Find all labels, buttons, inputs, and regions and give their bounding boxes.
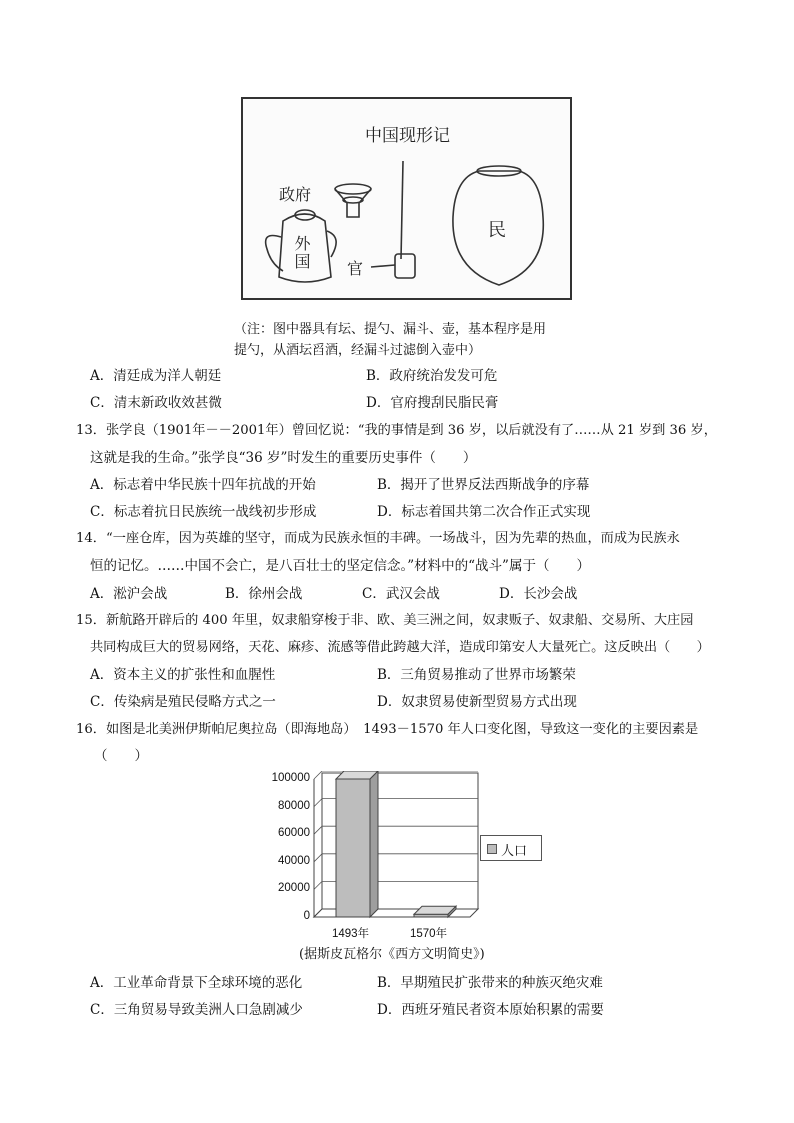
ladle-cup (395, 254, 415, 278)
chart-source: (据斯皮瓦格尔《西方文明简史》) (299, 947, 485, 962)
cartoon-title: 中国现形记 (365, 126, 450, 146)
jar-body (453, 171, 543, 285)
gridline-side-3 (314, 826, 322, 834)
q16-stem-2: （ ） (94, 748, 148, 764)
cartoon-caption-1: （注：图中器具有坛、提勺、漏斗、壶，基本程序是用 (234, 322, 547, 337)
bar-1493年 (336, 779, 370, 917)
q16-option-c[interactable]: C．三角贸易导致美洲人口急剧减少 (90, 1002, 303, 1018)
cartoon-caption-2: 提勺，从酒坛舀酒，经漏斗过滤倒入壶中） (234, 343, 482, 358)
q15-stem-2: 共同构成巨大的贸易网络，天花、麻疹、流感等借此跨越大洋，造成印第安人大量死亡。这反映出（ ） (90, 640, 710, 655)
q14-option-b[interactable]: B．徐州会战 (225, 586, 303, 602)
q15-option-d[interactable]: D．奴隶贸易使新型贸易方式出现 (377, 694, 577, 710)
legend-label: 人口 (501, 843, 528, 858)
label-foreign: 外国 (292, 235, 311, 271)
q14-option-a[interactable]: A．淞沪会战 (90, 586, 168, 602)
q14-stem-2: 恒的记忆。……中国不会亡，是八百壮士的坚定信念。”材料中的“战斗”属于（ ） (90, 558, 590, 574)
ladle-handle (401, 161, 403, 259)
q13-stem-2: 这就是我的生命。”张学良“36 岁”时发生的重要历史事件（ ） (90, 450, 477, 466)
q14-stem-1: 14．“一座仓库，因为英雄的坚守，而成为民族永恒的丰碑。一场战斗，因为先辈的热血，而成为民族永 (76, 531, 680, 546)
q13-stem-1: 13．张学良（1901年－－2001年）曾回忆说：“我的事情是到 36 岁，以后就没有了……从 21 岁到 36 岁， (76, 423, 717, 438)
x-tick-label-1493: 1493年 (332, 928, 370, 940)
q13-option-b[interactable]: B．揭开了世界反法西斯战争的序幕 (377, 477, 590, 493)
y-tick-label: 40000 (278, 854, 310, 867)
cartoon-drawing (243, 99, 570, 298)
y-tick-label: 80000 (278, 799, 310, 812)
y-tick-label: 100000 (271, 772, 310, 784)
cartoon-illustration (241, 97, 572, 300)
q13-option-a[interactable]: A．标志着中华民族十四年抗战的开始 (90, 477, 316, 493)
q13-option-c[interactable]: C．标志着抗日民族统一战线初步形成 (90, 504, 317, 520)
q12-option-b[interactable]: B．政府统治发发可危 (366, 368, 498, 384)
q15-options-row1 (90, 663, 710, 681)
q12-option-d[interactable]: D．官府搜刮民脂民膏 (366, 395, 499, 411)
q12-options-row2 (90, 391, 710, 409)
q16-stem-1: 16．如图是北美洲伊斯帕尼奥拉岛（即海地岛） 1493－1570 年人口变化图，导致这一变化的主要因素是 (76, 722, 699, 737)
y-tick-label: 0 (303, 910, 310, 922)
q15-option-c[interactable]: C．传染病是殖民侵略方式之一 (90, 694, 276, 710)
q12-options-row1 (90, 364, 710, 382)
teapot-body (279, 214, 331, 282)
q14-option-c[interactable]: C．武汉会战 (362, 586, 440, 602)
bar-side-1493年 (370, 771, 378, 917)
gridline-side-5 (314, 771, 322, 779)
q16-options-row2 (90, 998, 710, 1016)
q15-option-a[interactable]: A．资本主义的扩张性和血腥性 (90, 667, 276, 683)
chart-legend (480, 835, 542, 861)
x-tick-label-1570: 1570年 (410, 928, 448, 940)
q15-options-row2 (90, 690, 710, 708)
q15-option-b[interactable]: B．三角贸易推动了世界市场繁荣 (377, 667, 576, 683)
q14-option-d[interactable]: D．长沙会战 (499, 586, 578, 602)
label-government: 政府 (279, 185, 312, 204)
q16-option-b[interactable]: B．早期殖民扩张带来的种族灭绝灾难 (377, 975, 603, 991)
q16-option-d[interactable]: D．西班牙殖民者资本原始积累的需要 (377, 1002, 604, 1018)
q16-option-a[interactable]: A．工业革命背景下全球环境的恶化 (90, 975, 303, 991)
q16-options-row1 (90, 971, 710, 989)
gridline-side-2 (314, 854, 322, 862)
q12-option-c[interactable]: C．清末新政收效甚微 (90, 395, 222, 411)
q13-options-row1 (90, 473, 710, 491)
q13-option-d[interactable]: D．标志着国共第二次合作正式实现 (377, 504, 591, 520)
gridline-side-4 (314, 799, 322, 807)
q12-option-a[interactable]: A．清廷成为洋人朝廷 (90, 368, 222, 384)
label-official: 官 (347, 259, 364, 278)
q13-options-row2 (90, 500, 710, 518)
legend-swatch (487, 844, 497, 854)
y-tick-label: 20000 (278, 882, 310, 895)
y-tick-label: 60000 (278, 827, 310, 840)
q15-stem-1: 15．新航路开辟后的 400 年里，奴隶船穿梭于非、欧、美三洲之间，奴隶贩子、奴隶船、交易所、大庄园 (76, 613, 694, 628)
q14-options-row (90, 582, 710, 600)
label-people: 民 (488, 220, 506, 241)
funnel-rim (335, 184, 371, 194)
gridline-side-1 (314, 881, 322, 889)
